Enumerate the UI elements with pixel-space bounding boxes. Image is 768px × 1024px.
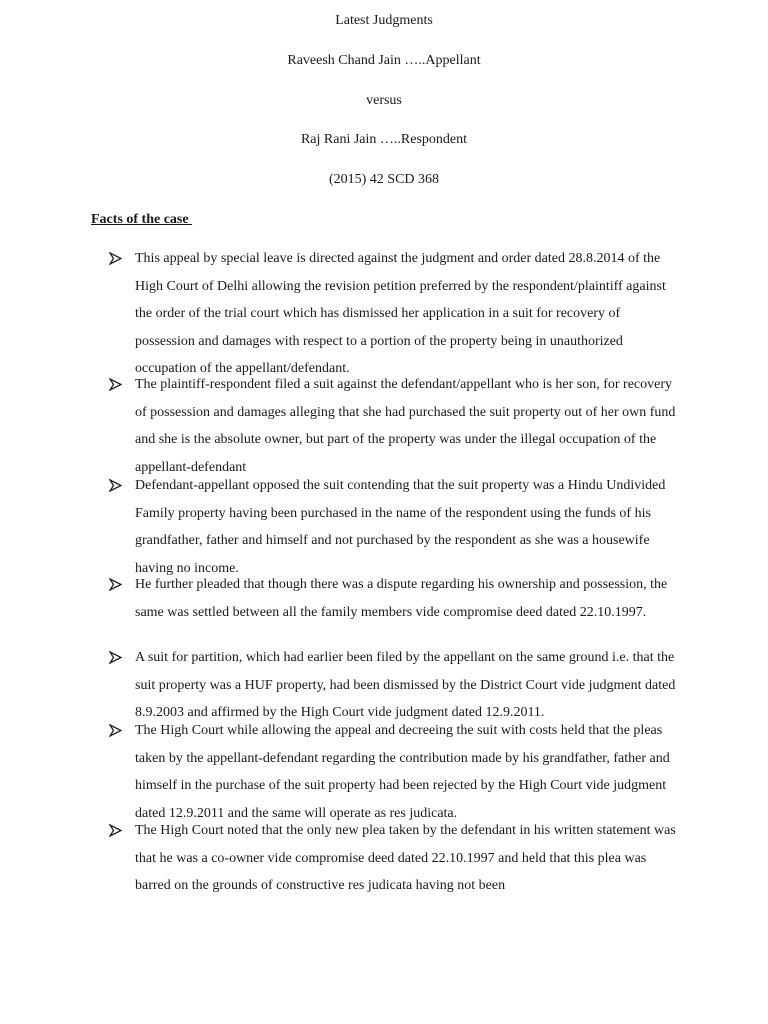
versus-line: versus [366,93,402,108]
list-item-text: A suit for partition, which had earlier been filed by the appellant on the same ground i.e. that the suit property was a HUF property, had been dismissed by the District Court vide judgment dated 8.9.2003 and affirmed by the High Court vide judgment dated 12.9.2011. [135,650,676,720]
respondent-line: Raj Rani Jain …..Respondent [300,132,468,147]
list-item-text: This appeal by special leave is directed against the judgment and order dated 28.8.2014 of the High Court of Delhi allowing the revision petition preferred by the respondent/plaintiff against the order of the trial court which has dismissed her application in a suit for recovery of possession and damages with respect to a portion of the property being in unauthorized occupation of the appellant/defendant. [135,251,666,376]
arrow-bullet-icon [109,649,127,667]
arrow-bullet-icon [109,722,127,740]
arrow-bullet-icon [109,250,127,268]
list-item-text: The plaintiff-respondent filed a suit against the defendant/appellant who is her son, for recovery of possession and damages alleging that she had purchased the suit property out of her own fund and she is the absolute owner, but part of the property was under the illegal occupation of the appellant-defendant [135,377,676,475]
citation-line: (2015) 42 SCD 368 [328,172,440,187]
list-item-text: Defendant-appellant opposed the suit contending that the suit property was a Hindu Undivided Family property having been purchased in the name of the respondent using the funds of his grandfather, father and himself and not purchased by the respondent as she was a housewife having no income. [135,478,666,576]
document-title: Latest Judgments [335,13,433,28]
arrow-bullet-icon [109,376,127,394]
appellant-line: Raveesh Chand Jain …..Appellant [287,53,481,68]
list-item-text: The High Court while allowing the appeal and decreeing the suit with costs held that the pleas taken by the appellant-defendant regarding the contribution made by his grandfather, father and himself in the purchase of the suit property had been rejected by the High Court vide judgment dated 12.9.2011 and the same will operate as res judicata. [135,723,670,821]
arrow-bullet-icon [109,477,127,495]
list-item-text: He further pleaded that though there was a dispute regarding his ownership and possession, the same was settled between all the family members vide compromise deed dated 22.10.1997. [135,577,668,620]
arrow-bullet-icon [109,576,127,594]
list-item-text: The High Court noted that the only new plea taken by the defendant in his written statement was that he was a co-owner vide compromise deed dated 22.10.1997 and held that this plea was barred on the grounds of constructive res judicata having not been [135,823,676,893]
section-heading: Facts of the case [91,212,193,227]
arrow-bullet-icon [109,822,127,840]
